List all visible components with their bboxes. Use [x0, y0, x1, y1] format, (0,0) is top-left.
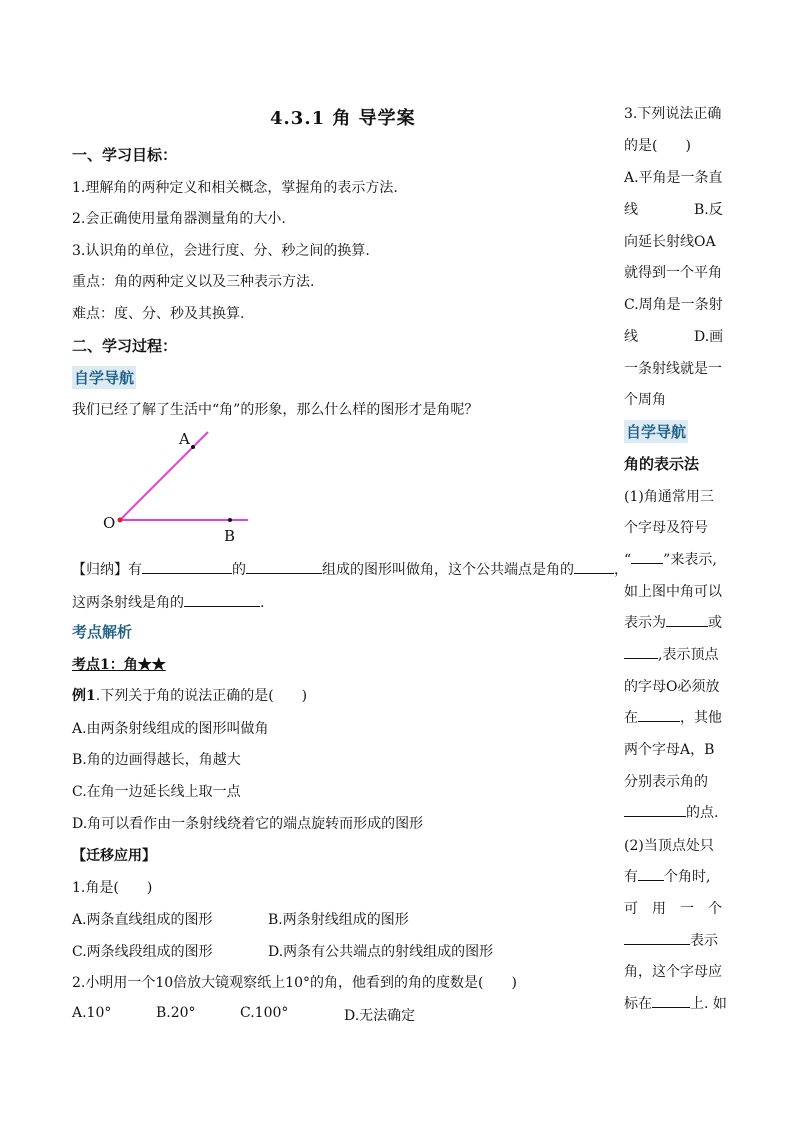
q2-option-a: A.10° [72, 1005, 112, 1021]
q3-line: 的是( ) [624, 138, 691, 154]
notation-line: 如上图中角可以 [624, 584, 722, 600]
goal-item: 2.会正确使用量角器测量角的大小. [72, 211, 286, 227]
goal-item: 1.理解角的两种定义和相关概念，掌握角的表示方法. [72, 180, 398, 196]
intro-text: 我们已经了解了生活中“角”的形象，那么什么样的图形才是角呢？ [72, 402, 479, 418]
summary-end: . [260, 595, 265, 611]
example-label: 例1 [72, 688, 96, 704]
angle-notation-heading: 角的表示法 [624, 455, 700, 473]
notation-line [624, 644, 718, 664]
transfer-heading: 【迁移应用】 [72, 848, 156, 864]
text: 有 [624, 869, 638, 885]
section-heading-process: 二、学习过程： [72, 337, 178, 355]
self-study-heading-2: 自学导航 [624, 420, 688, 443]
point-a [191, 445, 195, 449]
vertex-point [118, 518, 123, 523]
text: 的点. [686, 805, 719, 821]
quote-close: ”来表示, [663, 552, 717, 568]
q3-option-line: 就得到一个平角 [624, 265, 722, 281]
notation-line: (2)当顶点处只 [624, 838, 714, 854]
q3-option-line: 一条射线就是一 [624, 361, 722, 377]
goal-item: 3.认识角的单位，会进行度、分、秒之间的换算. [72, 243, 370, 259]
q2-option-b: B.20° [156, 1005, 196, 1021]
text: ，其他 [680, 710, 722, 726]
angle-figure [100, 426, 260, 548]
q2-option-d: D.无法确定 [344, 1008, 416, 1024]
blank [638, 707, 680, 722]
text: 表示 [690, 933, 718, 949]
notation-line: (1)角通常用三 [624, 489, 714, 505]
example-question: .下列关于角的说法正确的是( ) [95, 688, 308, 704]
option-a: A.由两条射线组成的图形叫做角 [72, 721, 269, 737]
text: ,表示顶点 [658, 647, 719, 663]
notation-line: 两个字母A，B [624, 742, 715, 758]
summary-line-1 [72, 559, 628, 579]
point-b [228, 518, 232, 522]
blank [142, 559, 232, 574]
notation-line [624, 802, 718, 822]
notation-line: 个字母及符号 [624, 520, 708, 536]
option-c: C.在角一边延长线上取一点 [72, 784, 241, 800]
exam-point-label: 考点1：角 [72, 657, 138, 673]
notation-line [624, 707, 722, 727]
text: 个角时, [664, 869, 711, 885]
q3-option-line: 向延长射线OA [624, 234, 716, 250]
q1-option-c: C.两条线段组成的图形 [72, 944, 213, 960]
label-b: B [224, 527, 236, 545]
ray-oa [120, 432, 208, 520]
q2-question: 2.小明用一个10倍放大镜观察纸上10°的角，他看到的角的度数是( ) [72, 975, 517, 991]
summary-mid: 组成的图形叫做角，这个公共端点是角的 [322, 562, 574, 578]
q1-option-b: B.两条射线组成的图形 [268, 912, 409, 928]
blank [631, 549, 663, 564]
exam-point-heading: 考点解析 [72, 623, 133, 641]
text: 在 [624, 710, 638, 726]
blank [652, 993, 690, 1008]
notation-line [624, 930, 718, 950]
example-1-question [72, 685, 307, 705]
blank [624, 644, 658, 659]
exam-point-1 [72, 654, 166, 674]
page-title: 4.3.1 角 导学案 [270, 108, 416, 129]
q3-option-line: A.平角是一条直 [624, 170, 723, 186]
notation-line [624, 549, 717, 569]
text: 上. 如 [690, 996, 727, 1012]
notation-line: 角，这个字母应 [624, 964, 722, 980]
blank [666, 612, 708, 627]
blank [246, 559, 322, 574]
q3-option-line: C.周角是一条射 [624, 297, 723, 313]
notation-line [624, 612, 722, 632]
self-study-heading: 自学导航 [72, 366, 136, 389]
quote-open: “ [624, 552, 632, 568]
summary-end: ， [614, 562, 628, 578]
text: 标在 [624, 996, 652, 1012]
option-d: D.角可以看作由一条射线绕着它的端点旋转而形成的图形 [72, 816, 424, 832]
section-heading-goals: 一、学习目标： [72, 146, 178, 164]
summary-prefix: 这两条射线是角的 [72, 595, 184, 611]
option-b: B.角的边画得越长，角越大 [72, 752, 241, 768]
q3-option-line: 线 D.画 [624, 329, 724, 345]
summary-prefix: 【归纳】有 [72, 562, 142, 578]
q3-option-line: 线 B.反 [624, 202, 723, 218]
notation-line [624, 866, 710, 886]
difficult-point: 难点：度、分、秒及其换算. [72, 306, 245, 322]
q3-option-line: 个周角 [624, 392, 666, 408]
notation-line: 的字母O必须放 [624, 679, 720, 695]
summary-line-2 [72, 592, 264, 612]
q1-question: 1.角是( ) [72, 880, 153, 896]
star-rating: ★★ [137, 657, 166, 673]
blank [638, 866, 664, 881]
notation-line [624, 993, 727, 1013]
q3-line: 3.下列说法正确 [624, 106, 722, 122]
notation-line: 可 用 一 个 [624, 901, 722, 917]
q1-option-d: D.两条有公共端点的射线组成的图形 [268, 944, 494, 960]
blank [624, 930, 690, 945]
q2-option-c: C.100° [240, 1005, 289, 1021]
text: 或 [708, 615, 722, 631]
q1-option-a: A.两条直线组成的图形 [72, 912, 213, 928]
label-o: O [103, 514, 116, 532]
notation-line: 分别表示角的 [624, 774, 708, 790]
blank [574, 559, 614, 574]
summary-mid: 的 [232, 562, 246, 578]
blank [184, 592, 260, 607]
blank [624, 802, 686, 817]
label-a: A [179, 430, 190, 448]
key-point: 重点：角的两种定义以及三种表示方法. [72, 274, 315, 290]
text: 表示为 [624, 615, 666, 631]
